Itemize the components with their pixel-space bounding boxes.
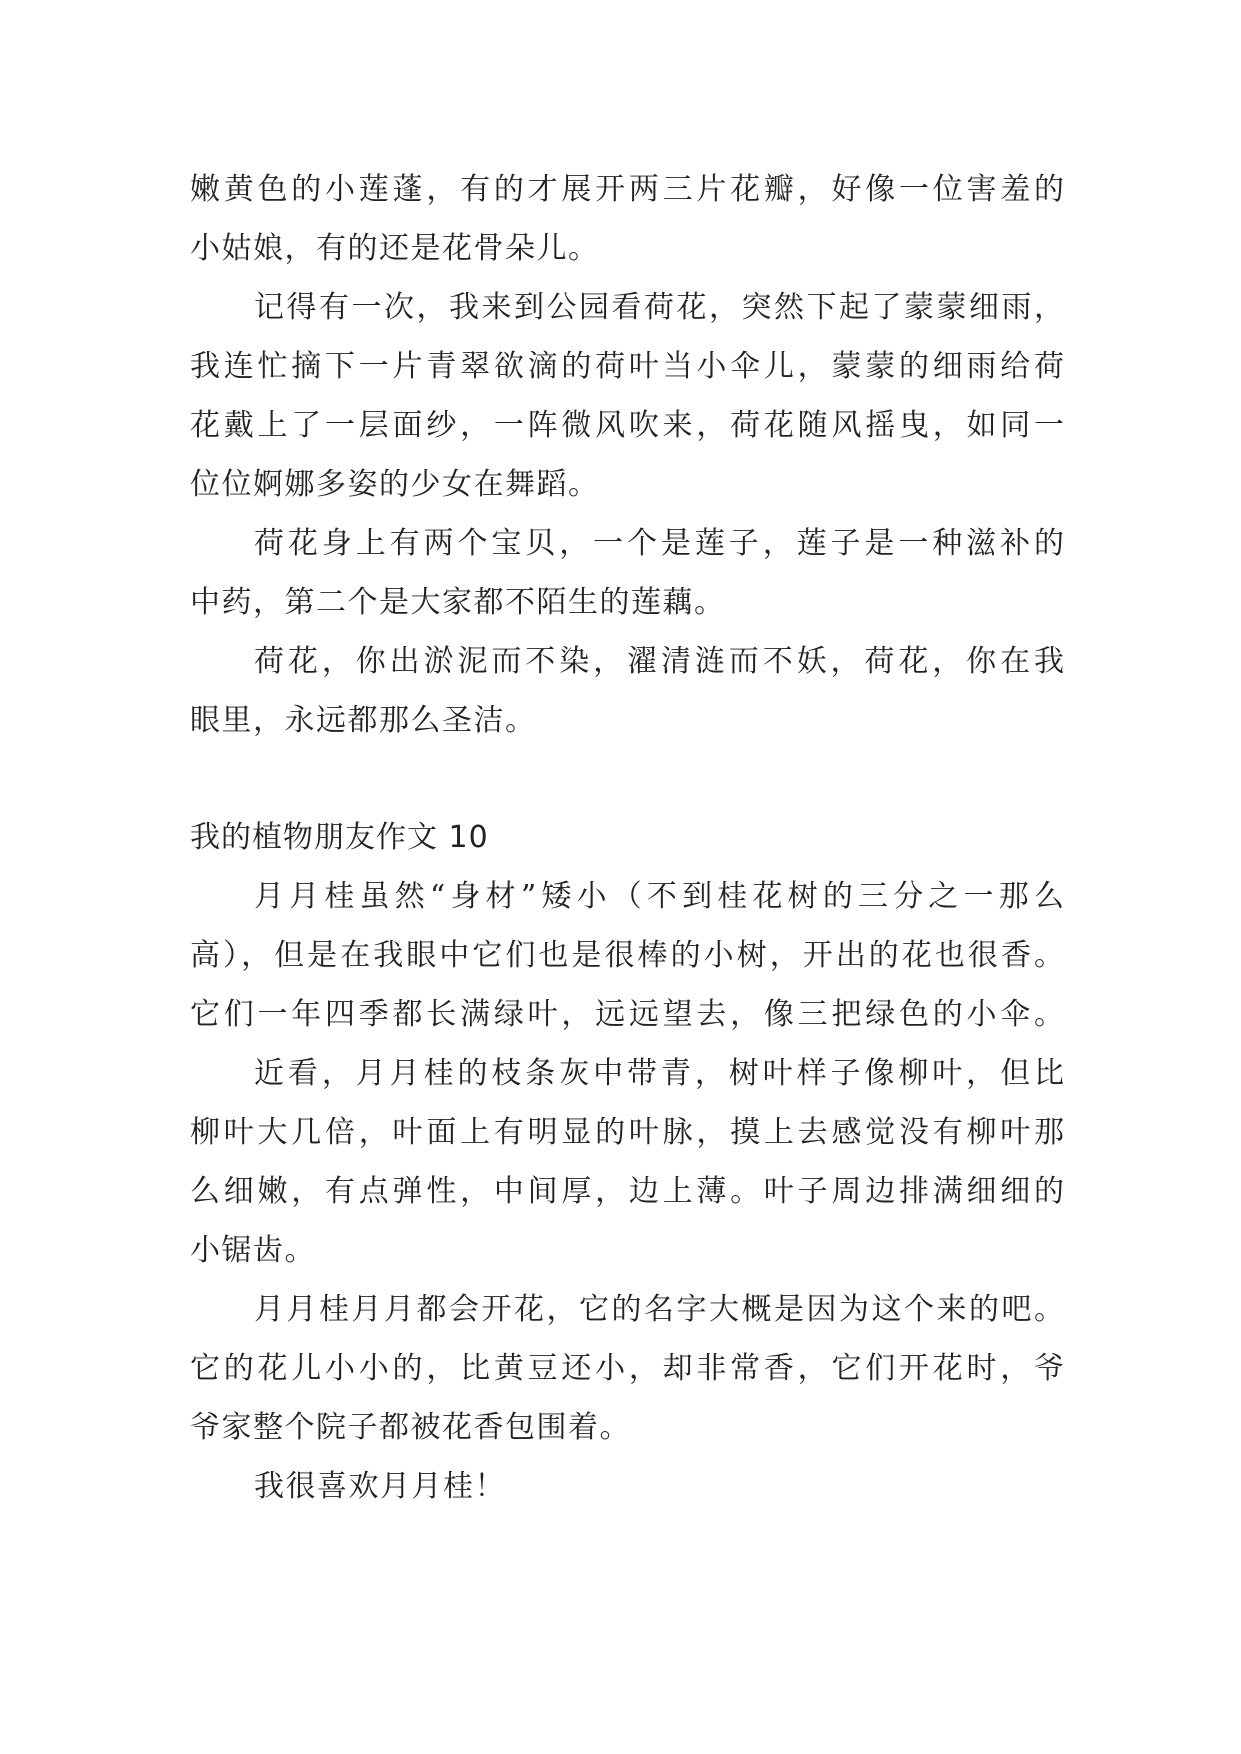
paragraph-lotus-purity [190, 632, 1064, 750]
text-line: 位位婀娜多姿的少女在舞蹈。 [190, 467, 600, 502]
paragraph-conclusion [190, 1457, 1064, 1516]
text-line: 它们一年四季都长满绿叶，远远望去，像三把绿色的小伞。 [190, 997, 1064, 1032]
text-line: 嫩黄色的小莲蓬，有的才展开两三片花瓣，好像一位害羞的 [190, 172, 1064, 207]
document-page [190, 160, 1064, 1516]
text-line: 小姑娘，有的还是花骨朵儿。 [190, 231, 600, 266]
paragraph-osmanthus-intro [190, 867, 1064, 1044]
text-line: 小锯齿。 [190, 1233, 316, 1268]
text-line: 爷家整个院子都被花香包围着。 [190, 1410, 631, 1445]
section-gap [190, 750, 1064, 808]
text-line: 近看，月月桂的枝条灰中带青，树叶样子像柳叶，但比 [254, 1056, 1064, 1091]
text-line: 么细嫩，有点弹性，中间厚，边上薄。叶子周边排满细细的 [190, 1174, 1064, 1209]
text-line: 花戴上了一层面纱，一阵微风吹来，荷花随风摇曳，如同一 [190, 408, 1064, 443]
text-line: 荷花，你出淤泥而不染，濯清涟而不妖，荷花，你在我 [254, 644, 1064, 679]
text-line: 柳叶大几倍，叶面上有明显的叶脉，摸上去感觉没有柳叶那 [190, 1115, 1064, 1150]
paragraph-osmanthus-flowers [190, 1280, 1064, 1457]
paragraph-lotus-pods [190, 160, 1064, 278]
text-line: 记得有一次，我来到公园看荷花，突然下起了蒙蒙细雨， [254, 290, 1064, 325]
paragraph-rain-memory [190, 278, 1064, 514]
text-line: 我很喜欢月月桂！ [254, 1469, 506, 1504]
text-line: 月月桂虽然“身材”矮小（不到桂花树的三分之一那么 [254, 879, 1064, 914]
text-line: 荷花身上有两个宝贝，一个是莲子，莲子是一种滋补的 [254, 526, 1064, 561]
paragraph-lotus-treasures [190, 514, 1064, 632]
text-line: 中药，第二个是大家都不陌生的莲藕。 [190, 585, 726, 620]
text-line: 它的花儿小小的，比黄豆还小，却非常香，它们开花时，爷 [190, 1351, 1064, 1386]
text-line: 我连忙摘下一片青翠欲滴的荷叶当小伞儿，蒙蒙的细雨给荷 [190, 349, 1064, 384]
section-title: 我的植物朋友作文 10 [190, 820, 489, 855]
text-line: 眼里，永远都那么圣洁。 [190, 703, 537, 738]
paragraph-osmanthus-leaves [190, 1044, 1064, 1280]
text-line: 高），但是在我眼中它们也是很棒的小树，开出的花也很香。 [190, 938, 1064, 973]
text-line: 月月桂月月都会开花，它的名字大概是因为这个来的吧。 [254, 1292, 1064, 1327]
